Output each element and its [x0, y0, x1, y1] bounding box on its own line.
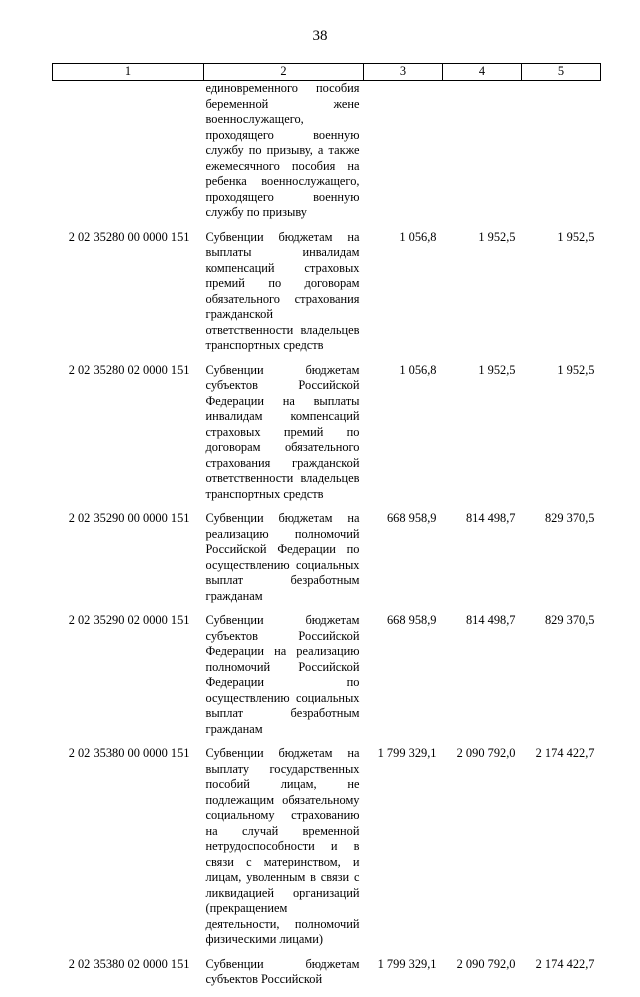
row-code: 2 02 35280 00 0000 151: [68, 229, 190, 244]
row-value-2: 814 498,7: [465, 511, 516, 525]
row-value-3: 829 370,5: [544, 613, 595, 627]
row-name: Субвенции бюджетам на реализацию полномочий Российской Федерации по осуществлению социальных выплат безработным гражданам: [205, 511, 360, 603]
table-row: [53, 746, 601, 957]
row-value-3: [522, 81, 601, 230]
header-col-5: 5: [522, 64, 601, 81]
row-code: 2 02 35380 00 0000 151: [68, 746, 190, 760]
header-col-3: 3: [364, 64, 443, 81]
table-row: [53, 81, 601, 230]
row-value-1: 1 056,8: [399, 229, 437, 244]
row-value-2: 1 952,5: [478, 362, 516, 377]
row-code: [53, 81, 204, 230]
header-row: [53, 64, 601, 81]
table-row: [53, 511, 601, 613]
row-value-3: 829 370,5: [544, 511, 595, 525]
row-name: Субвенции бюджетам на выплаты инвалидам компенсаций страховых премий по договорам обязательного страхования гражданской ответственности владельцев транспортных средств: [205, 229, 360, 352]
row-value-3: 2 174 422,7: [535, 956, 595, 971]
row-value-2: 2 090 792,0: [456, 956, 516, 971]
budget-table: [52, 63, 601, 997]
row-name: Субвенции бюджетам субъектов Российской Федерации на выплаты инвалидам компенсаций страховых премий по договорам обязательного страхования гражданской ответственности владельцев транспортных средств: [205, 362, 360, 501]
table-row: [53, 613, 601, 746]
table-row: [53, 230, 601, 363]
row-code: 2 02 35290 00 0000 151: [68, 511, 190, 525]
header-col-2: 2: [204, 64, 364, 81]
row-value-1: 1 056,8: [399, 362, 437, 377]
row-name: Субвенции бюджетам на выплату государственных пособий лицам, не подлежащим обязательному социальному страхованию на случай временной нетрудоспособности и в связи с материнством, и лицам, уволенным в связи с ликвидацией организаций (прекращением деятельности, полномочий физическими лицами): [205, 746, 360, 946]
row-value-1: 668 958,9: [386, 511, 437, 525]
row-name: Субвенции бюджетам субъектов Российской: [205, 956, 360, 986]
row-value-2: 1 952,5: [478, 229, 516, 244]
row-code: 2 02 35380 02 0000 151: [68, 956, 190, 971]
page-number: 38: [312, 28, 328, 44]
table-row: [53, 957, 601, 997]
header-col-4: 4: [443, 64, 522, 81]
row-value-1: 1 799 329,1: [377, 956, 437, 971]
row-value-3: 2 174 422,7: [535, 746, 595, 760]
row-value-1: 1 799 329,1: [377, 746, 437, 760]
table-header: [53, 64, 601, 81]
row-code: 2 02 35290 02 0000 151: [68, 613, 190, 627]
row-name: единовременного пособия беременной жене военнослужащего, проходящего военную службу по призыву, а также ежемесячного пособия на ребенка военнослужащего, проходящего военную службу по призыву: [205, 81, 360, 219]
row-name: Субвенции бюджетам субъектов Российской Федерации на реализацию полномочий Российской Федерации по осуществлению социальных выплат безработным гражданам: [205, 613, 360, 736]
table-body: [53, 81, 601, 997]
row-value-2: [443, 81, 522, 230]
row-code: 2 02 35280 02 0000 151: [68, 362, 190, 377]
row-value-3: 1 952,5: [557, 362, 595, 377]
row-value-1: 668 958,9: [386, 613, 437, 627]
row-value-1: [364, 81, 443, 230]
row-value-3: 1 952,5: [557, 229, 595, 244]
row-value-2: 814 498,7: [465, 613, 516, 627]
table-row: [53, 363, 601, 512]
header-col-1: 1: [53, 64, 204, 81]
row-value-2: 2 090 792,0: [456, 746, 516, 760]
